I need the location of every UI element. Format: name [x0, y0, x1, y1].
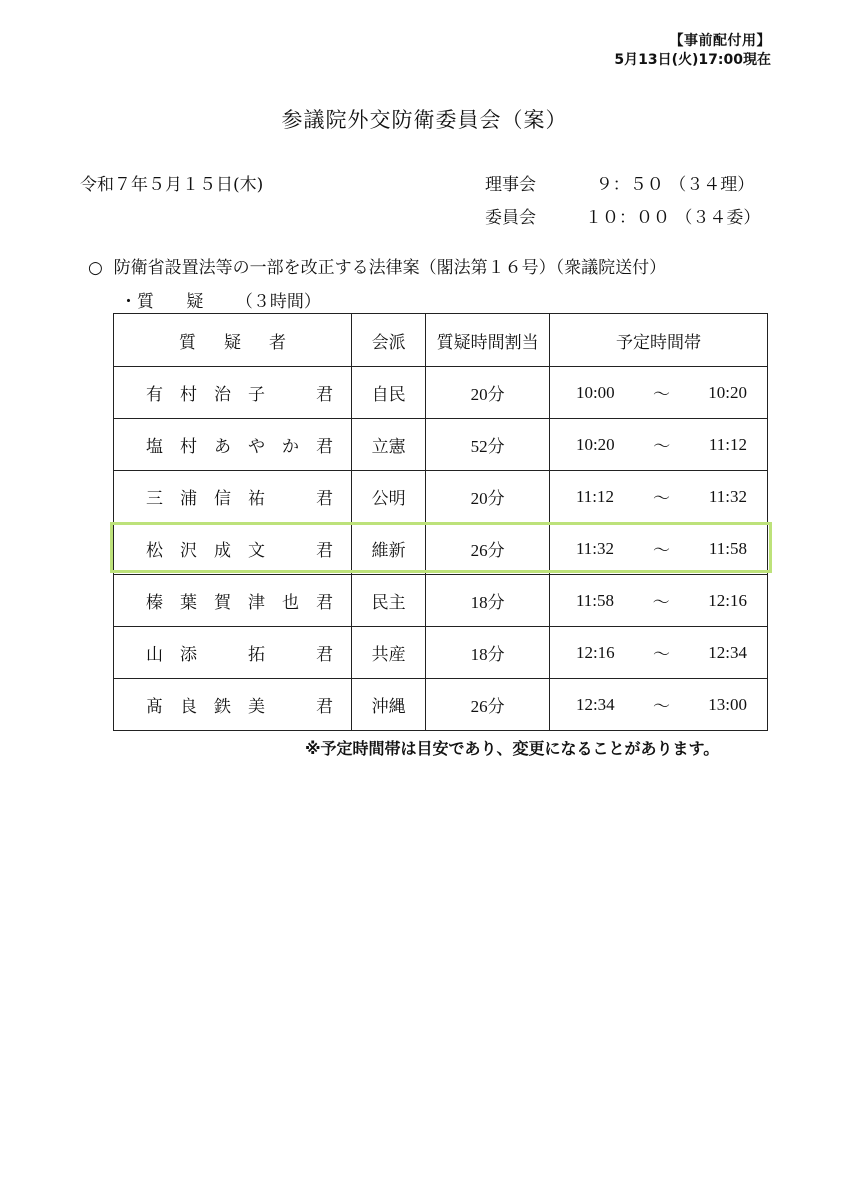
header-time-slot: 予定時間帯	[549, 314, 767, 367]
tilde: ～	[652, 593, 670, 612]
time-slot-cell	[549, 575, 767, 627]
schedule-value: ９：５０ （３４理）	[585, 175, 755, 195]
allocation-cell: 26分	[426, 679, 550, 731]
start-time: 10:20	[575, 434, 615, 454]
questioner-name: 髙良鉄美	[146, 697, 282, 717]
questioner-cell	[114, 419, 352, 471]
questioning-schedule-table	[113, 313, 768, 731]
party-cell: 公明	[352, 471, 426, 523]
start-time: 11:12	[575, 486, 615, 506]
questioner-cell	[114, 575, 352, 627]
distribution-tag: 【事前配付用】	[669, 33, 771, 49]
party-cell: 共産	[352, 627, 426, 679]
tilde: ～	[652, 645, 670, 664]
allocation-cell: 18分	[426, 575, 550, 627]
schedule-row-board	[485, 170, 754, 195]
time-slot-cell	[549, 679, 767, 731]
schedule-label: 理事会	[485, 175, 536, 195]
time-slot-cell	[549, 523, 767, 575]
tilde: ～	[652, 489, 670, 508]
table-header-row	[114, 314, 768, 367]
agenda-bill: ○ 防衛省設置法等の一部を改正する法律案（閣法第１６号）（衆議院送付）	[88, 258, 667, 278]
tilde: ～	[652, 541, 670, 560]
start-time: 10:00	[575, 382, 615, 402]
time-slot-cell	[549, 627, 767, 679]
party-cell: 沖縄	[352, 679, 426, 731]
questioner-cell	[114, 367, 352, 419]
questioner-name: 松沢成文	[146, 541, 282, 561]
table-row	[114, 471, 768, 523]
start-time: 12:16	[575, 642, 615, 662]
allocation-cell: 20分	[426, 471, 550, 523]
allocation-cell: 18分	[426, 627, 550, 679]
questioner-cell	[114, 523, 352, 575]
questioner-name: 塩村あやか	[146, 437, 316, 457]
allocation-cell: 52分	[426, 419, 550, 471]
allocation-cell: 26分	[426, 523, 550, 575]
time-slot-cell	[549, 419, 767, 471]
header-party: 会派	[352, 314, 426, 367]
end-time: 12:34	[708, 642, 747, 662]
schedule-row-committee	[485, 203, 760, 228]
time-slot-cell	[549, 471, 767, 523]
honorific: 君	[316, 645, 333, 665]
header-allocation: 質疑時間割当	[426, 314, 550, 367]
meeting-date: 令和７年５月１５日(木)	[80, 175, 264, 195]
questioner-name: 有村治子	[146, 385, 282, 405]
header-questioner: 質疑者	[114, 314, 352, 367]
as-of-timestamp: 5月13日(火)17:00現在	[614, 52, 771, 68]
honorific: 君	[316, 489, 333, 509]
party-cell: 立憲	[352, 419, 426, 471]
questioner-name: 三浦信祐	[146, 489, 282, 509]
questioner-cell	[114, 679, 352, 731]
honorific: 君	[316, 385, 333, 405]
table-row	[114, 575, 768, 627]
end-time: 10:20	[708, 382, 747, 402]
page-title: 参議院外交防衛委員会（案）	[281, 108, 568, 132]
honorific: 君	[316, 593, 333, 613]
end-time: 11:32	[708, 486, 747, 506]
end-time: 12:16	[708, 590, 747, 610]
time-slot-cell	[549, 367, 767, 419]
honorific: 君	[316, 541, 333, 561]
table-row	[114, 367, 768, 419]
tilde: ～	[653, 437, 671, 456]
questioner-name: 山添 拓	[146, 645, 282, 665]
start-time: 12:34	[575, 694, 615, 714]
tilde: ～	[652, 385, 670, 404]
agenda-sub-item: ・質 疑 （３時間）	[120, 292, 321, 312]
questioner-cell	[114, 471, 352, 523]
start-time: 11:32	[575, 538, 615, 558]
table-row	[114, 523, 768, 575]
table-row	[114, 627, 768, 679]
table-row	[114, 679, 768, 731]
end-time: 13:00	[708, 694, 747, 714]
honorific: 君	[316, 437, 333, 457]
allocation-cell: 20分	[426, 367, 550, 419]
party-cell: 自民	[352, 367, 426, 419]
party-cell: 民主	[352, 575, 426, 627]
footnote: ※予定時間帯は目安であり、変更になることがあります。	[305, 739, 720, 758]
schedule-value: １０：００ （３４委）	[585, 208, 761, 228]
end-time: 11:12	[708, 434, 747, 454]
questioner-name: 榛葉賀津也	[146, 593, 316, 613]
schedule-label: 委員会	[485, 208, 536, 228]
end-time: 11:58	[708, 538, 747, 558]
party-cell: 維新	[352, 523, 426, 575]
questioner-cell	[114, 627, 352, 679]
tilde: ～	[652, 697, 670, 716]
table-row	[114, 419, 768, 471]
start-time: 11:58	[575, 590, 615, 610]
honorific: 君	[316, 697, 333, 717]
